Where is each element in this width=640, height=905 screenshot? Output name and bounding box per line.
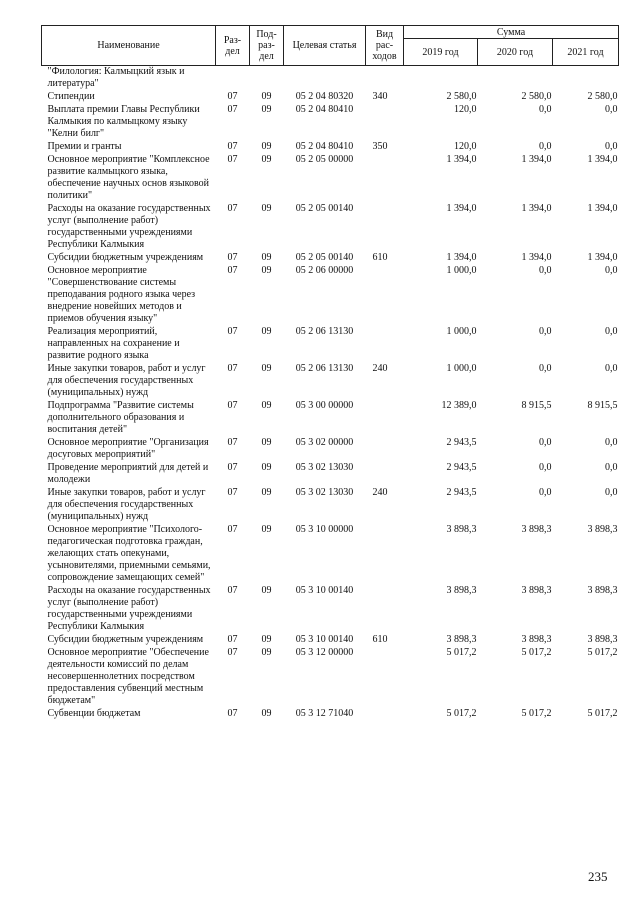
row-section: 07	[227, 400, 238, 411]
row-expense-type	[366, 462, 404, 487]
row-value-2020: 1 394,0	[521, 154, 552, 165]
row-subsection: 09	[261, 400, 272, 411]
row-value-2021: 3 898,3	[587, 524, 618, 535]
row-value-2020: 0,0	[539, 141, 552, 152]
row-section: 07	[227, 154, 238, 165]
row-target-article: 05 3 10 00140	[295, 585, 354, 596]
row-value-2019: 3 898,3	[446, 634, 477, 645]
row-target-article: 05 2 05 00000	[295, 154, 354, 165]
row-value-2019: 1 000,0	[446, 265, 477, 276]
row-name: Расходы на оказание государственных услуг (выполнение работ) государственными учреждениями Республики Калмыкия	[47, 203, 211, 250]
row-value-2021: 0,0	[605, 265, 618, 276]
table-header	[42, 26, 619, 66]
row-subsection: 09	[261, 363, 272, 374]
row-target-article: 05 2 06 13130	[295, 363, 354, 374]
row-target-article	[284, 66, 366, 92]
row-section: 07	[227, 265, 238, 276]
row-subsection: 09	[261, 141, 272, 152]
row-name: Иные закупки товаров, работ и услуг для обеспечения государственных (муниципальных) нужд	[47, 487, 206, 522]
row-value-2019: 2 943,5	[446, 462, 477, 473]
row-section: 07	[227, 585, 238, 596]
row-section: 07	[227, 141, 238, 152]
row-name: Премии и гранты	[47, 141, 122, 152]
row-value-2020: 0,0	[539, 104, 552, 115]
row-target-article: 05 3 12 00000	[295, 647, 354, 658]
table-row	[42, 154, 619, 203]
table-row	[42, 585, 619, 634]
row-expense-type	[366, 437, 404, 462]
row-value-2021: 0,0	[605, 141, 618, 152]
row-expense-type: 240	[372, 487, 388, 498]
row-subsection: 09	[261, 647, 272, 658]
row-expense-type	[366, 154, 404, 203]
row-expense-type	[366, 66, 404, 92]
row-value-2019: 1 394,0	[446, 203, 477, 214]
row-subsection: 09	[261, 252, 272, 263]
row-subsection: 09	[261, 708, 272, 719]
row-subsection: 09	[261, 203, 272, 214]
row-name: Подпрограмма "Развитие системы дополнительного образования и воспитания детей"	[47, 400, 194, 435]
header-year-2021: 2021 год	[553, 39, 619, 66]
row-value-2020	[478, 66, 553, 92]
row-subsection: 09	[261, 487, 272, 498]
row-target-article: 05 2 04 80410	[295, 141, 354, 152]
row-name: Расходы на оказание государственных услуг (выполнение работ) государственными учреждениями Республики Калмыкия	[47, 585, 211, 632]
table-row	[42, 66, 619, 92]
row-name: Иные закупки товаров, работ и услуг для обеспечения государственных (муниципальных) нужд	[47, 363, 206, 398]
row-name: Субвенции бюджетам	[47, 708, 141, 719]
row-expense-type	[366, 265, 404, 326]
row-target-article: 05 2 04 80410	[295, 104, 354, 115]
table-body	[42, 66, 619, 722]
table-row	[42, 203, 619, 252]
row-name: Основное мероприятие "Обеспечение деятельности комиссий по делам несовершеннолетних посредством предоставления субвенций местным бюджетам"	[47, 647, 209, 706]
row-value-2021: 0,0	[605, 104, 618, 115]
row-value-2020: 1 394,0	[521, 203, 552, 214]
row-expense-type	[366, 524, 404, 585]
row-section: 07	[227, 634, 238, 645]
table-row	[42, 400, 619, 437]
row-expense-type: 610	[372, 252, 388, 263]
table-row	[42, 252, 619, 265]
row-value-2019: 12 389,0	[441, 400, 477, 411]
row-section: 07	[227, 326, 238, 337]
row-value-2021: 0,0	[605, 487, 618, 498]
row-name: Основное мероприятие "Комплексное развитие калмыцкого языка, обеспечение научных основ языковой политики"	[47, 154, 210, 201]
row-subsection: 09	[261, 634, 272, 645]
row-value-2020: 5 017,2	[521, 647, 552, 658]
row-section: 07	[227, 104, 238, 115]
row-value-2021: 1 394,0	[587, 203, 618, 214]
table-row	[42, 363, 619, 400]
row-section: 07	[227, 708, 238, 719]
header-target-article: Целевая статья	[284, 26, 366, 66]
row-expense-type	[366, 326, 404, 363]
row-value-2021	[553, 66, 619, 92]
row-value-2019: 120,0	[454, 104, 477, 115]
row-value-2020: 0,0	[539, 462, 552, 473]
row-value-2019: 1 394,0	[446, 154, 477, 165]
row-value-2019: 3 898,3	[446, 585, 477, 596]
row-value-2019: 1 000,0	[446, 363, 477, 374]
header-section: Раз-дел	[216, 26, 250, 66]
row-value-2021: 5 017,2	[587, 647, 618, 658]
header-year-2019: 2019 год	[404, 39, 478, 66]
row-value-2021: 8 915,5	[587, 400, 618, 411]
row-expense-type	[366, 104, 404, 141]
header-expense-type: Вид рас-ходов	[366, 26, 404, 66]
row-section: 07	[227, 487, 238, 498]
table-row	[42, 647, 619, 708]
row-expense-type	[366, 203, 404, 252]
row-value-2021: 0,0	[605, 363, 618, 374]
row-name: Реализация мероприятий, направленных на сохранение и развитие родного языка	[47, 326, 180, 361]
row-subsection: 09	[261, 154, 272, 165]
row-section: 07	[227, 647, 238, 658]
row-target-article: 05 2 04 80320	[295, 91, 354, 102]
row-value-2021: 0,0	[605, 326, 618, 337]
row-value-2020: 2 580,0	[521, 91, 552, 102]
header-year-2020: 2020 год	[478, 39, 553, 66]
row-name: Субсидии бюджетным учреждениям	[47, 634, 204, 645]
row-section: 07	[227, 203, 238, 214]
row-name: Основное мероприятие "Совершенствование системы преподавания родного языка через внедрение новейших методов и приемов обучения языку"	[47, 265, 196, 324]
row-value-2020: 0,0	[539, 437, 552, 448]
row-value-2020: 3 898,3	[521, 634, 552, 645]
row-expense-type	[366, 708, 404, 721]
row-value-2019	[404, 66, 478, 92]
row-value-2020: 3 898,3	[521, 585, 552, 596]
row-name: Субсидии бюджетным учреждениям	[47, 252, 204, 263]
row-name: Стипендии	[47, 91, 95, 102]
row-section: 07	[227, 437, 238, 448]
row-subsection: 09	[261, 265, 272, 276]
row-target-article: 05 2 06 00000	[295, 265, 354, 276]
row-value-2021: 0,0	[605, 462, 618, 473]
row-value-2019: 1 394,0	[446, 252, 477, 263]
table-row	[42, 524, 619, 585]
row-value-2020: 5 017,2	[521, 708, 552, 719]
row-value-2021: 1 394,0	[587, 154, 618, 165]
row-expense-type: 610	[372, 634, 388, 645]
row-section	[216, 66, 250, 92]
row-value-2019: 5 017,2	[446, 708, 477, 719]
row-expense-type	[366, 585, 404, 634]
row-name: Проведение мероприятий для детей и молодежи	[47, 462, 209, 485]
row-value-2020: 0,0	[539, 487, 552, 498]
table-row	[42, 634, 619, 647]
row-expense-type	[366, 647, 404, 708]
header-sum: Сумма	[404, 26, 619, 39]
row-target-article: 05 2 05 00140	[295, 252, 354, 263]
table-row	[42, 141, 619, 154]
row-subsection: 09	[261, 91, 272, 102]
row-value-2019: 5 017,2	[446, 647, 477, 658]
row-value-2019: 2 943,5	[446, 487, 477, 498]
row-section: 07	[227, 462, 238, 473]
row-target-article: 05 3 02 13030	[295, 462, 354, 473]
row-expense-type: 340	[372, 91, 388, 102]
row-section: 07	[227, 524, 238, 535]
row-subsection: 09	[261, 104, 272, 115]
table-row	[42, 265, 619, 326]
row-value-2020: 3 898,3	[521, 524, 552, 535]
row-target-article: 05 3 00 00000	[295, 400, 354, 411]
row-value-2019: 1 000,0	[446, 326, 477, 337]
table-row	[42, 104, 619, 141]
row-target-article: 05 3 10 00140	[295, 634, 354, 645]
row-value-2019: 2 943,5	[446, 437, 477, 448]
row-target-article: 05 3 02 13030	[295, 487, 354, 498]
row-value-2020: 0,0	[539, 363, 552, 374]
row-value-2021: 3 898,3	[587, 634, 618, 645]
row-value-2021: 2 580,0	[587, 91, 618, 102]
table-row	[42, 326, 619, 363]
row-section: 07	[227, 252, 238, 263]
table-row	[42, 462, 619, 487]
row-subsection	[250, 66, 284, 92]
table-row	[42, 708, 619, 721]
budget-table	[41, 25, 619, 721]
row-name: Выплата премии Главы Республики Калмыкия по калмыцкому языку "Келни билг"	[47, 104, 200, 139]
row-subsection: 09	[261, 462, 272, 473]
row-value-2021: 5 017,2	[587, 708, 618, 719]
row-value-2019: 3 898,3	[446, 524, 477, 535]
page-number: 235	[588, 869, 608, 884]
row-expense-type: 240	[372, 363, 388, 374]
row-name: "Филология: Калмыцкий язык и литература"	[47, 66, 185, 89]
row-subsection: 09	[261, 437, 272, 448]
row-value-2021: 1 394,0	[587, 252, 618, 263]
header-subsection: Под-раз-дел	[250, 26, 284, 66]
row-section: 07	[227, 91, 238, 102]
table-row	[42, 437, 619, 462]
row-value-2020: 8 915,5	[521, 400, 552, 411]
row-expense-type	[366, 400, 404, 437]
row-value-2019: 2 580,0	[446, 91, 477, 102]
table-row	[42, 487, 619, 524]
row-expense-type: 350	[372, 141, 388, 152]
row-value-2020: 1 394,0	[521, 252, 552, 263]
row-subsection: 09	[261, 585, 272, 596]
row-value-2020: 0,0	[539, 326, 552, 337]
row-target-article: 05 3 02 00000	[295, 437, 354, 448]
row-target-article: 05 2 05 00140	[295, 203, 354, 214]
row-name: Основное мероприятие "Психолого-педагогическая подготовка граждан, желающих стать опекунами, усыновителями, приемными семьями, сопровождение замещающих семей"	[47, 524, 211, 583]
row-subsection: 09	[261, 326, 272, 337]
header-name: Наименование	[42, 26, 216, 66]
row-value-2021: 0,0	[605, 437, 618, 448]
row-target-article: 05 2 06 13130	[295, 326, 354, 337]
row-section: 07	[227, 363, 238, 374]
row-value-2021: 3 898,3	[587, 585, 618, 596]
row-name: Основное мероприятие "Организация досуговых мероприятий"	[47, 437, 209, 460]
row-value-2019: 120,0	[454, 141, 477, 152]
table-row	[42, 91, 619, 104]
row-subsection: 09	[261, 524, 272, 535]
row-value-2020: 0,0	[539, 265, 552, 276]
row-target-article: 05 3 12 71040	[295, 708, 354, 719]
row-target-article: 05 3 10 00000	[295, 524, 354, 535]
